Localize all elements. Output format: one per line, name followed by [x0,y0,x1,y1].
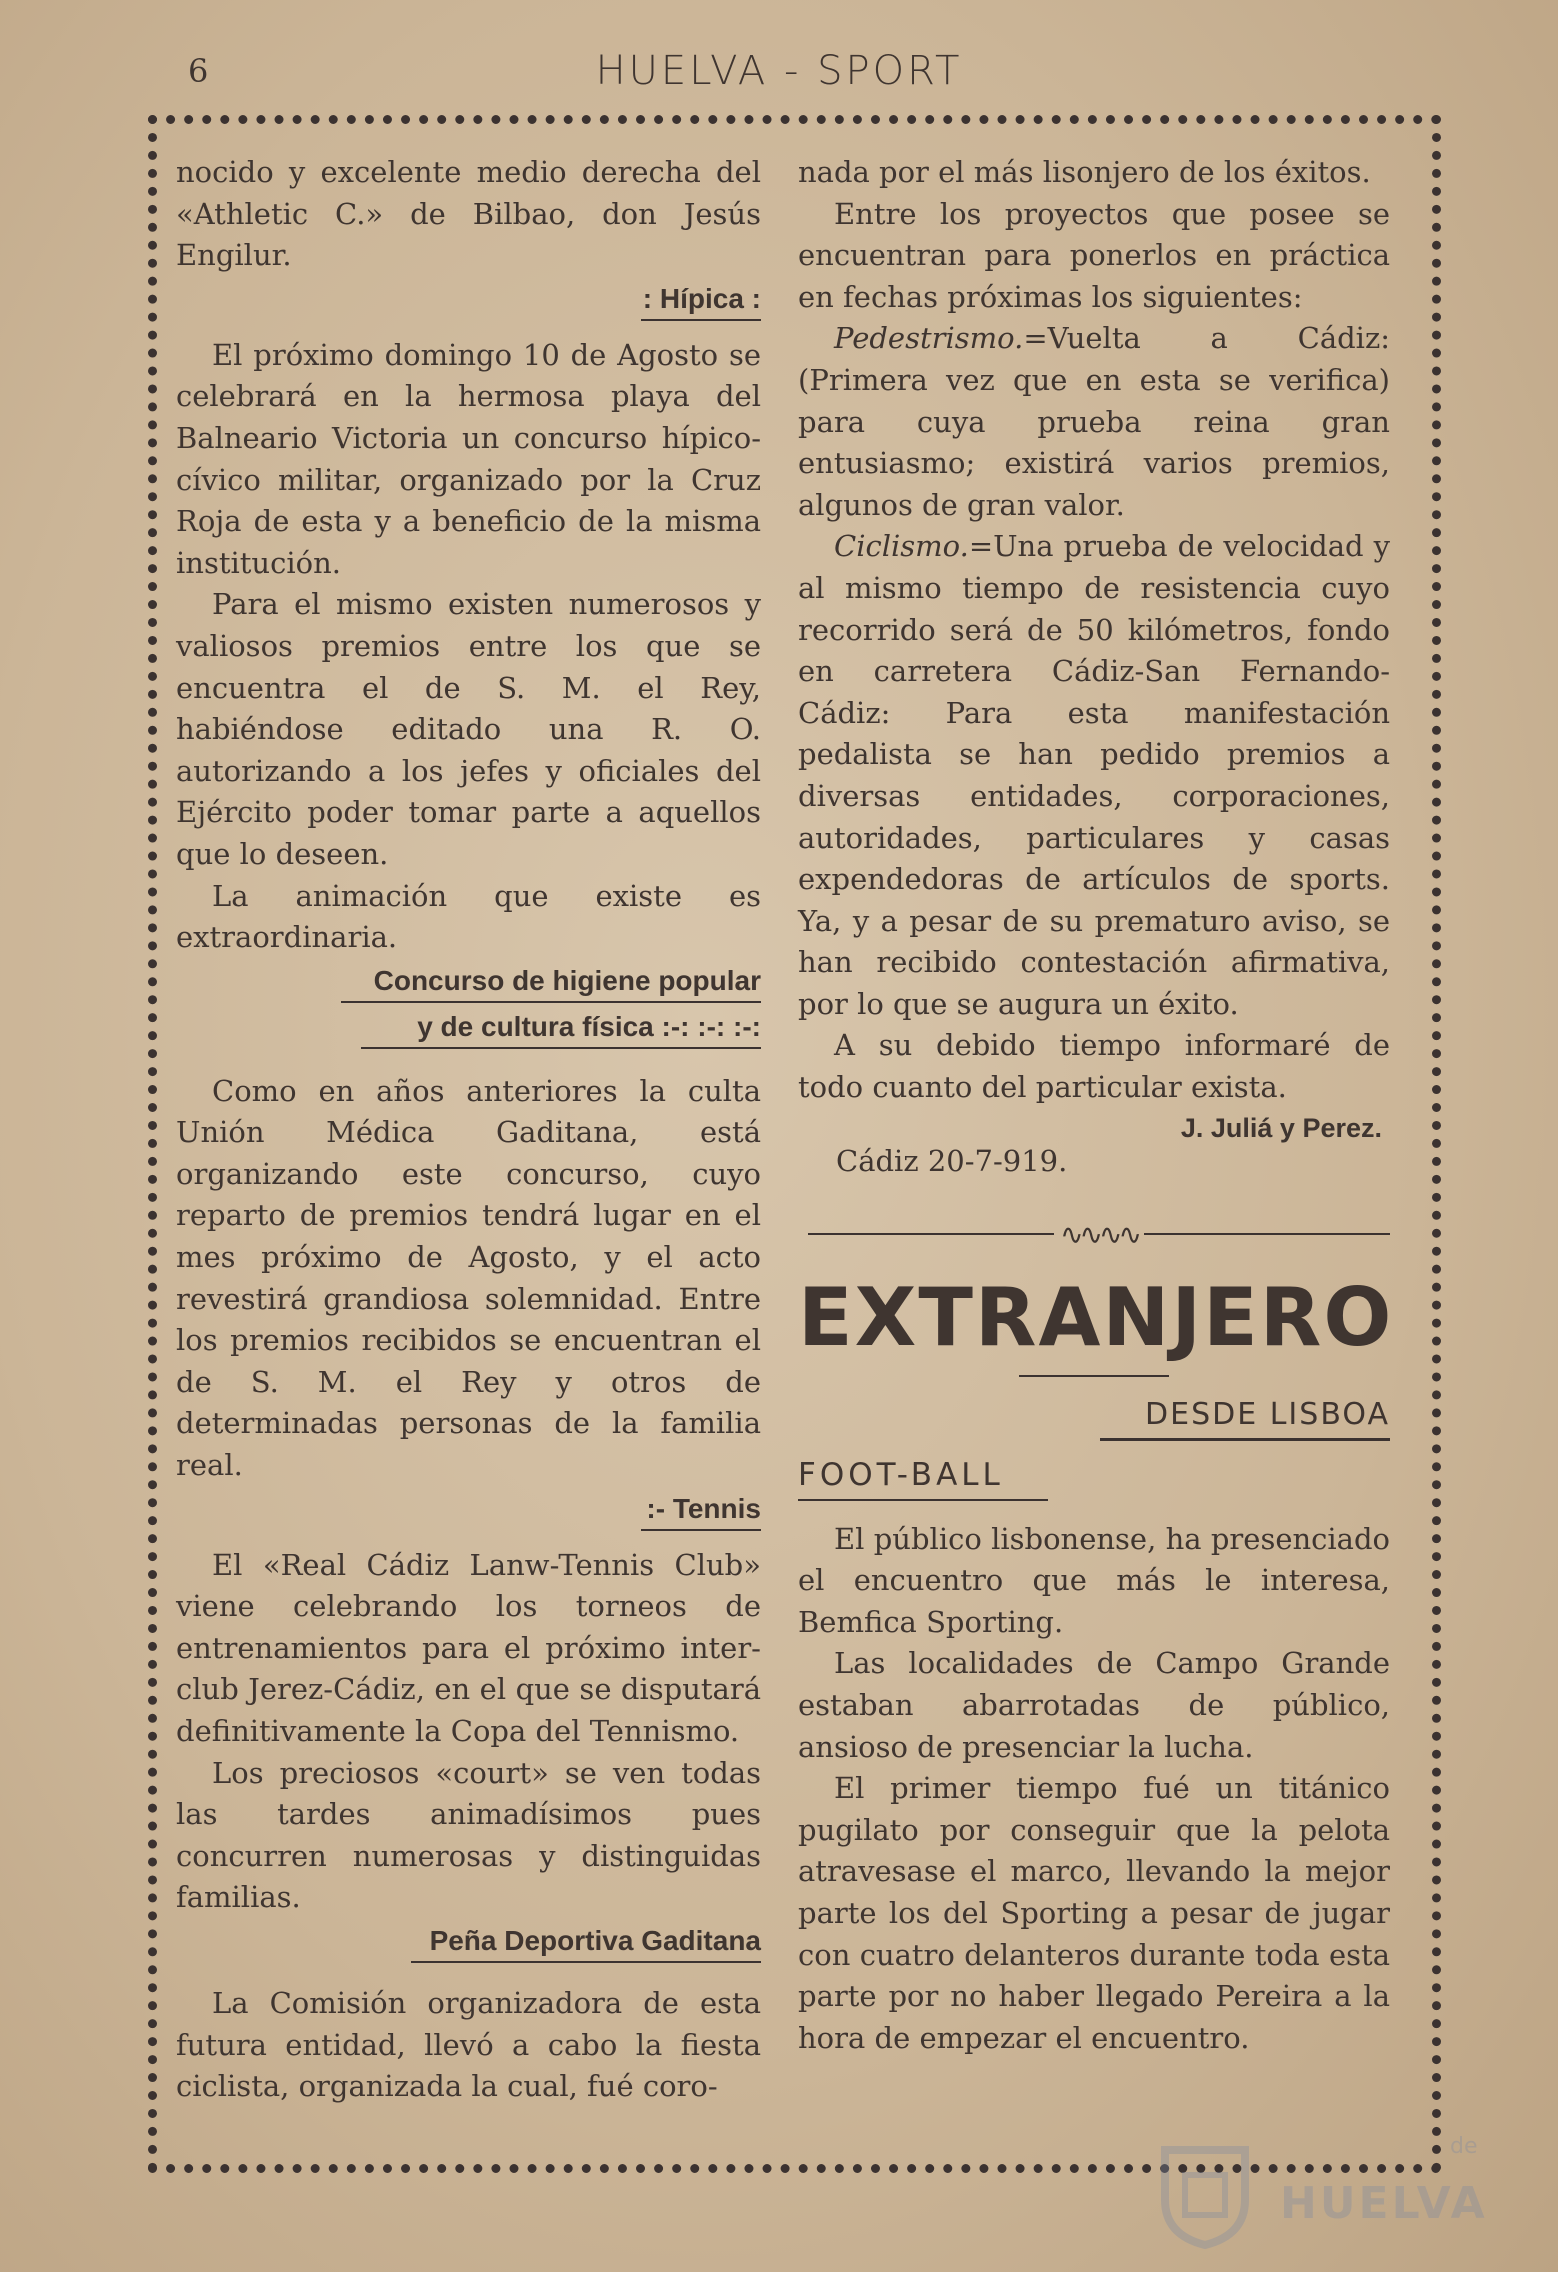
section-title-extranjero: EXTRANJERO [798,1270,1394,1364]
paragraph: El primer tiempo fué un titánico pugilato por conseguir que la pelota atravesase el marco, llevando la mejor parte los del Sporting a pesar de jugar con cuatro delanteros durante toda esta parte por no haber llegado Pereira a la hora de empezar el encuentro. [798,1771,1390,2055]
paragraph: La animación que existe es extraordinaria. [176,878,761,955]
paragraph: Los preciosos «court» se ven todas las tardes animadísimos pues concurren numerosas y distinguidas familias. [176,1755,761,1915]
section-rule [798,1499,1048,1501]
paragraph: nada por el más lisonjero de los éxitos. [798,155,1371,189]
right-column [798,152,1394,2059]
paragraph [798,526,1390,1025]
paragraph: El público lisbonense, ha presenciado el encuentro que más le interesa, Bemfica Sporting. [798,1521,1390,1639]
paragraph: Entre los proyectos que posee se encuentran para ponerlos en práctica en fechas próximas los siguientes: [798,196,1390,314]
section-rule [641,1529,761,1531]
paragraph: Como en años anteriores la culta Unión Médica Gaditana, está organizando este concurso, cuyo reparto de premios tendrá lugar en el mes próximo de Agosto, y el acto revestirá grandiosa solemnidad. Entre los premios recibidos se encuentran el de S. M. el Rey y otros de determinadas personas de la familia real. [176,1073,761,1483]
ciclismo-label: Ciclismo. [834,529,969,564]
paragraph [798,318,1390,526]
article-date: Cádiz 20-7-919. [836,1143,1068,1178]
watermark-small-text: de [1450,2134,1478,2159]
library-watermark [1150,2130,1550,2250]
section-heading-concurso-line2: y de cultura física :-: :-: :-: [417,1010,761,1042]
section-heading-pena: Peña Deportiva Gaditana [429,1924,761,1956]
left-column [176,152,761,2108]
pedestrismo-text: =Vuelta a Cádiz: (Primera vez que en esta se verifica) para cuya prueba reina gran entusiasmo; existirá varios premios, algunos de gran valor. [798,321,1390,522]
section-heading-tennis: :- Tennis [646,1492,761,1524]
section-rule [341,1001,761,1003]
subsection-title-football: FOOT-BALL [798,1456,1004,1493]
paragraph: nocido y excelente medio derecha del «Athletic C.» de Bilbao, don Jesús Engilur. [176,155,761,273]
section-rule [411,1961,761,1963]
pedestrismo-label: Pedestrismo. [834,321,1024,356]
paragraph: La Comisión organizadora de esta futura entidad, llevó a cabo la fiesta ciclista, organizada la cual, fué coro- [176,1985,761,2104]
paragraph: Para el mismo existen numerosos y valiosos premios entre los que se encuentra el de S. M. el Rey, habiéndose editado una R. O. autorizando a los jefes y oficiales del Ejército poder tomar parte a aquellos que lo deseen. [176,587,761,871]
paragraph: El próximo domingo 10 de Agosto se celebrará en la hermosa playa del Balneario Victoria un concurso hípico-cívico militar, organizado por la Cruz Roja de esta y a beneficio de la misma institución. [176,337,761,580]
section-heading-concurso: Concurso de higiene popular [373,964,761,996]
section-rule [1019,1375,1169,1377]
section-heading-hipica: : Hípica : [642,282,761,314]
paragraph: A su debido tiempo informaré de todo cuanto del particular exista. [798,1028,1390,1105]
watermark-text: HUELVA [1280,2178,1488,2229]
shield-icon [1150,2140,1260,2250]
subsection-title-desde-lisboa: DESDE LISBOA [1145,1396,1390,1432]
page-header-title: HUELVA - SPORT [595,48,963,94]
author-signature: J. Juliá y Perez. [1180,1112,1382,1143]
section-rule [361,1047,761,1049]
paragraph: El «Real Cádiz Lanw-Tennis Club» viene celebrando los torneos de entrenamientos para el próximo inter-club Jerez-Cádiz, en el que se disputará definitivamente la Copa del Tennismo. [176,1547,761,1748]
section-rule [641,319,761,321]
page-number: 6 [188,52,209,90]
ciclismo-text: =Una prueba de velocidad y al mismo tiempo de resistencia cuyo recorrido será de 50 kilómetros, fondo en carretera Cádiz-San Fernando-Cádiz: Para esta manifestación pedalista se han pedido premios a diversas entidades, corporaciones, autoridades, particulares y casas expendedoras de artículos de sports. Ya, y a pesar de su prematuro aviso, se han recibido contestación afirmativa, por lo que se augura un éxito. [798,529,1390,1021]
section-rule [1100,1438,1390,1441]
ornament-divider [808,1218,1390,1251]
ornament-squiggle-icon: ∿∿∿∿ [1060,1217,1138,1251]
paragraph: Las localidades de Campo Grande estaban abarrotadas de público, ansioso de presenciar la lucha. [798,1646,1390,1764]
